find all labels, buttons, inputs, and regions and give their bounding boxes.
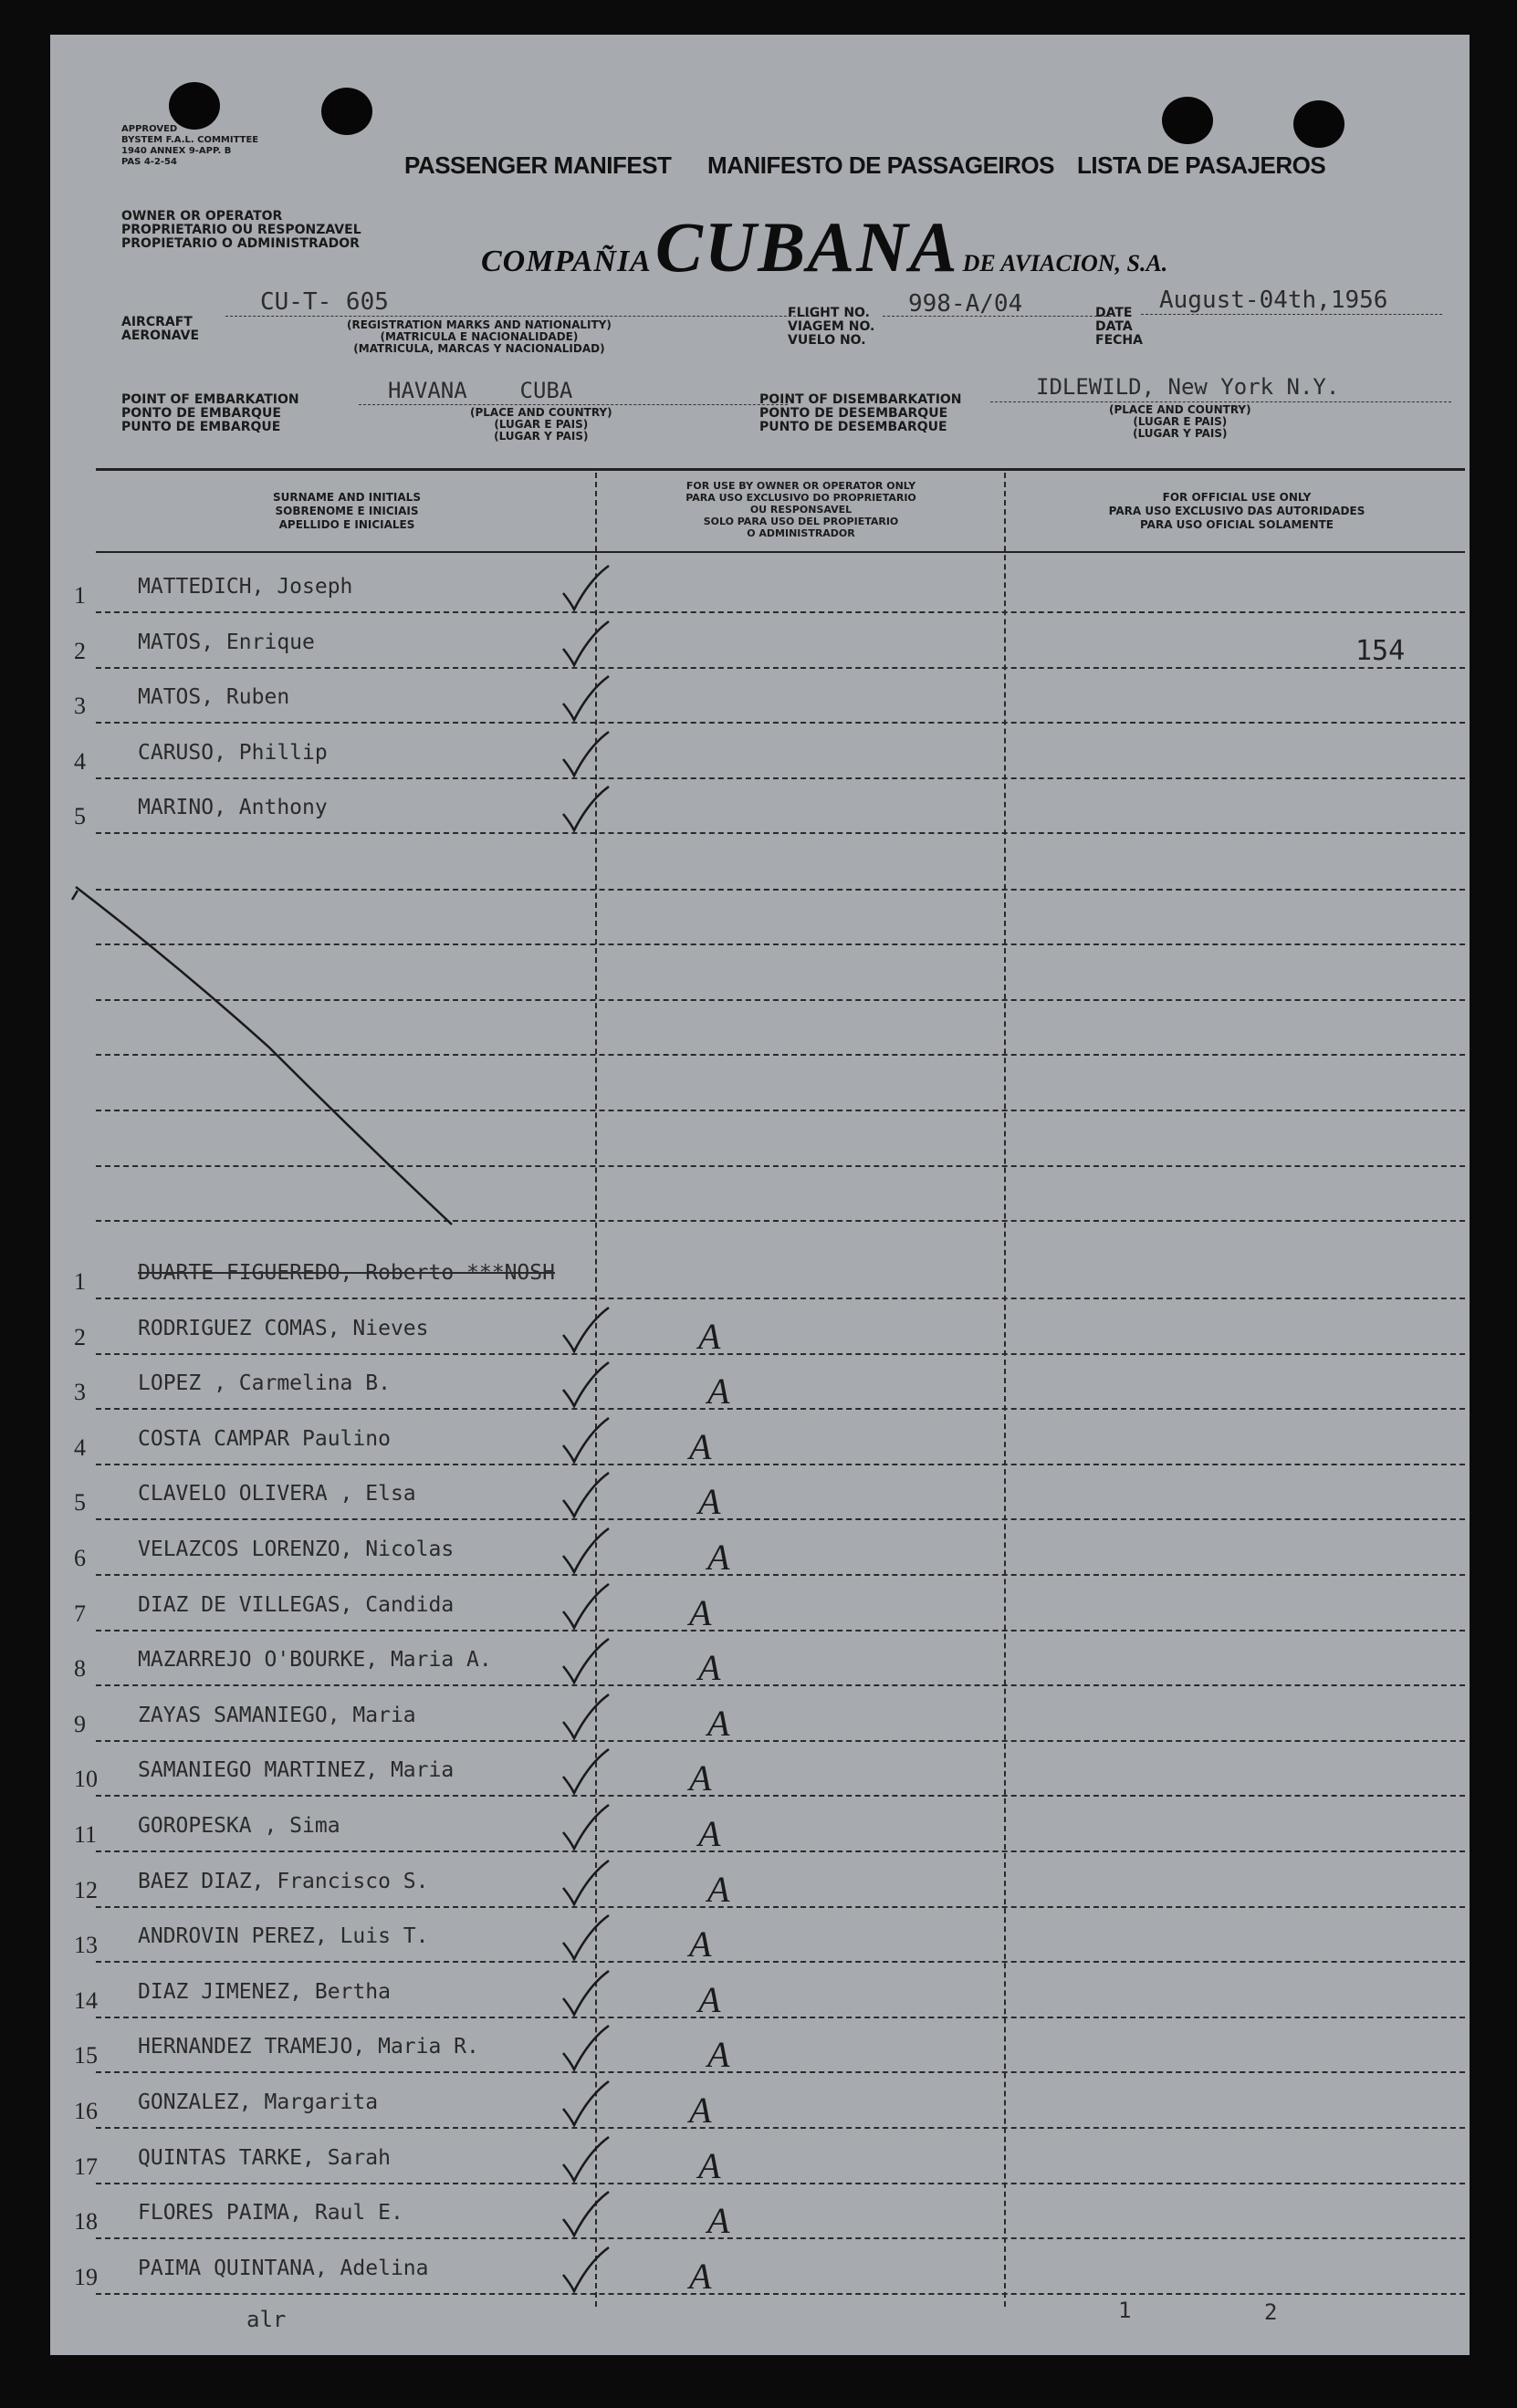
title-lista: LISTA DE PASAJEROS <box>1077 151 1326 179</box>
disembarkation-label: POINT OF DISEMBARKATION <box>759 392 962 407</box>
date-label: DATA <box>1095 319 1133 334</box>
airline-suffix: DE AVIACION, S.A. <box>962 250 1168 276</box>
passenger-name: GONZALEZ, Margarita <box>138 2090 379 2114</box>
row-number: 16 <box>74 2098 98 2124</box>
column-header-line: PARA USO EXCLUSIVO DAS AUTORIDADES <box>1108 505 1365 517</box>
checkmark-icon <box>552 2188 680 2243</box>
row-rule <box>96 1574 1465 1576</box>
row-number: 4 <box>74 1433 86 1461</box>
disembarkation-label: PONTO DE DESEMBARQUE <box>759 406 948 421</box>
flight-label: FLIGHT NO. <box>788 306 870 320</box>
disembarkation-sublabel: (PLACE AND COUNTRY) <box>1109 403 1251 416</box>
passenger-row <box>50 1967 1470 2018</box>
row-number: 2 <box>74 1323 86 1350</box>
row-number: 3 <box>74 1379 86 1406</box>
passenger-row <box>50 2022 1470 2076</box>
column-header-line: PARA USO OFICIAL SOLAMENTE <box>1139 518 1334 531</box>
approval-line: APPROVED <box>121 124 178 134</box>
column-header-line: FOR OFFICIAL USE ONLY <box>1162 491 1312 504</box>
approval-mark: A <box>707 1537 730 1578</box>
passenger-row <box>50 1469 1470 1523</box>
passenger-row <box>50 1857 1470 1908</box>
passenger-name: HERNANDEZ TRAMEJO, Maria R. <box>138 2035 479 2059</box>
row-rule <box>96 1684 1465 1686</box>
approval-mark: A <box>698 1647 721 1689</box>
flight-label: VIAGEM NO. <box>788 319 875 334</box>
passenger-name: PAIMA QUINTANA, Adelina <box>138 2256 429 2280</box>
approval-line: 1940 ANNEX 9-APP. B <box>121 146 232 156</box>
passenger-row <box>50 1746 1470 1797</box>
row-number: 11 <box>74 1821 98 1848</box>
checkmark-icon <box>552 1746 680 1800</box>
checkmark-icon <box>552 1635 680 1690</box>
footer-page-right: 2 <box>1264 2299 1278 2325</box>
passenger-row <box>50 2078 1470 2129</box>
passenger-row <box>50 1912 1470 1963</box>
row-number: 14 <box>74 1986 98 2014</box>
approval-mark: A <box>698 1813 721 1854</box>
checkmark-icon <box>552 1857 680 1912</box>
owner-label: PROPRIETARIO OU RESPONZAVEL <box>121 223 361 237</box>
row-number: 18 <box>74 2208 98 2236</box>
aircraft-sublabel: (REGISTRATION MARKS AND NATIONALITY) <box>347 318 612 331</box>
approval-mark: A <box>689 1591 712 1633</box>
checkmark-icon <box>552 1691 680 1746</box>
approval-mark: A <box>698 2144 721 2186</box>
airline-name: CUBANA <box>654 207 959 287</box>
row-number: 6 <box>74 1545 86 1571</box>
passenger-name: FLORES PAIMA, Raul E. <box>138 2201 403 2226</box>
approval-mark: A <box>707 2200 730 2242</box>
passenger-row <box>50 1525 1470 1576</box>
airline-prefix: COMPAÑIA <box>481 245 652 278</box>
embarkation-sublabel: (LUGAR Y PAIS) <box>494 430 589 443</box>
row-number: 19 <box>74 2263 98 2290</box>
checkmark-icon <box>552 2133 680 2188</box>
row-rule <box>96 2183 1465 2184</box>
passenger-name: BAEZ DIAZ, Francisco S. <box>138 1869 429 1893</box>
aircraft-sublabel: (MATRICULA E NACIONALIDADE) <box>380 330 579 343</box>
passenger-row <box>50 1304 1470 1355</box>
passenger-row <box>50 1248 1470 1299</box>
approval-mark: A <box>698 1481 721 1523</box>
checkmark-icon <box>552 1525 680 1579</box>
column-header-line: SOBRENOME E INICIAIS <box>275 505 419 517</box>
approval-line: BYSTEM F.A.L. COMMITTEE <box>121 135 259 145</box>
checkmark-icon <box>552 1304 680 1359</box>
checkmark-icon <box>552 1967 680 2022</box>
column-header-line: OU RESPONSAVEL <box>749 504 853 516</box>
passenger-row <box>50 1801 1470 1852</box>
checkmark-icon <box>552 2244 680 2299</box>
passenger-name: CLAVELO OLIVERA , Elsa <box>138 1482 416 1506</box>
embarkation-label: POINT OF EMBARKATION <box>121 392 299 407</box>
footer-page-left: 1 <box>1118 2298 1132 2323</box>
row-rule <box>96 1630 1465 1631</box>
row-number: 5 <box>74 1489 86 1517</box>
row-number: 13 <box>74 1932 98 1959</box>
passenger-row <box>50 1359 1470 1410</box>
embarkation-sublabel: (PLACE AND COUNTRY) <box>470 406 612 419</box>
row-rule <box>96 2017 1465 2018</box>
approval-line: PAS 4-2-54 <box>121 157 177 167</box>
row-rule <box>96 1906 1465 1908</box>
column-header-line: PARA USO EXCLUSIVO DO PROPRIETARIO <box>685 492 916 504</box>
row-number: 4 <box>74 747 86 775</box>
column-header-line: SURNAME AND INITIALS <box>273 491 421 504</box>
official-number: 154 <box>1355 635 1406 667</box>
embarkation-value: HAVANA CUBA <box>388 378 573 403</box>
passenger-name: MARINO, Anthony <box>138 796 328 820</box>
passenger-name: QUINTAS TARKE, Sarah <box>138 2145 391 2170</box>
passenger-name: MATOS, Enrique <box>138 630 315 654</box>
row-number: 1 <box>74 1268 86 1295</box>
disembarkation-sublabel: (LUGAR Y PAIS) <box>1133 427 1228 440</box>
approval-mark: A <box>689 2090 712 2131</box>
passenger-name: RODRIGUEZ COMAS, Nieves <box>138 1316 429 1340</box>
row-number: 9 <box>74 1710 86 1737</box>
approval-mark: A <box>707 1371 730 1412</box>
date-value: August-04th,1956 <box>1159 287 1388 314</box>
passenger-name: ANDROVIN PEREZ, Luis T. <box>138 1924 429 1949</box>
passenger-name: MATOS, Ruben <box>138 685 290 710</box>
passenger-row <box>50 1580 1470 1631</box>
row-rule <box>96 2237 1465 2239</box>
disembarkation-label: PUNTO DE DESEMBARQUE <box>759 420 947 434</box>
footer-initials: alr <box>246 2307 287 2332</box>
passenger-row <box>50 1691 1470 1742</box>
row-rule <box>96 1850 1465 1852</box>
manifest-sheet <box>50 35 1470 2355</box>
approval-mark: A <box>698 1978 721 2020</box>
passenger-name: MATTEDICH, Joseph <box>138 575 353 599</box>
row-rule <box>96 2127 1465 2129</box>
disembarkation-value: IDLEWILD, New York N.Y. <box>1036 374 1340 400</box>
row-rule <box>96 1298 1465 1299</box>
checkmark-icon <box>552 1801 680 1856</box>
flight-value: 998-A/04 <box>908 290 1023 318</box>
diagonal-cancel-stroke <box>68 874 507 1239</box>
row-number: 2 <box>74 637 86 664</box>
approval-mark: A <box>689 1757 712 1799</box>
checkmark-icon <box>552 2078 680 2132</box>
column-header-line: APELLIDO E INICIALES <box>278 518 415 531</box>
row-rule <box>96 1408 1465 1410</box>
title-passenger-manifest: PASSENGER MANIFEST <box>404 151 672 179</box>
row-number: 8 <box>74 1655 86 1683</box>
passenger-name: SAMANIEGO MARTINEZ, Maria <box>138 1758 455 1783</box>
embarkation-label: PONTO DE EMBARQUE <box>121 406 281 421</box>
passenger-name: CARUSO, Phillip <box>138 740 328 765</box>
aircraft-value: CU-T- 605 <box>260 288 389 316</box>
row-rule <box>96 1518 1465 1520</box>
disembarkation-sublabel: (LUGAR E PAIS) <box>1133 415 1228 428</box>
embarkation-sublabel: (LUGAR E PAIS) <box>494 418 589 431</box>
passenger-name: DIAZ DE VILLEGAS, Candida <box>138 1592 455 1617</box>
row-rule <box>96 1795 1465 1797</box>
checkmark-icon <box>552 1469 680 1524</box>
owner-label: PROPIETARIO O ADMINISTRADOR <box>121 236 360 251</box>
approval-mark: A <box>689 2255 712 2297</box>
embarkation-label: PUNTO DE EMBARQUE <box>121 420 281 434</box>
passenger-name: MAZARREJO O'BOURKE, Maria A. <box>138 1648 492 1673</box>
passenger-row <box>50 1635 1470 1689</box>
row-number: 7 <box>74 1600 86 1627</box>
row-number: 17 <box>74 2153 98 2180</box>
column-header-line: FOR USE BY OWNER OR OPERATOR ONLY <box>685 480 916 492</box>
approval-mark: A <box>707 1702 730 1744</box>
passenger-row <box>50 2188 1470 2242</box>
checkmark-icon <box>552 2022 680 2077</box>
passenger-row <box>50 1414 1470 1465</box>
row-rule <box>96 1464 1465 1465</box>
title-manifesto: MANIFESTO DE PASSAGEIROS <box>707 151 1054 179</box>
column-header-line: O ADMINISTRADOR <box>747 527 855 539</box>
approval-mark: A <box>707 1868 730 1910</box>
row-number: 10 <box>74 1766 98 1793</box>
passenger-row <box>50 2133 1470 2184</box>
date-label: FECHA <box>1095 333 1143 348</box>
passenger-name: ZAYAS SAMANIEGO, Maria <box>138 1703 416 1727</box>
owner-label: OWNER OR OPERATOR <box>121 209 283 224</box>
row-number: 15 <box>74 2042 98 2069</box>
row-number: 5 <box>74 803 86 830</box>
approval-mark: A <box>707 2034 730 2076</box>
passenger-name: LOPEZ , Carmelina B. <box>138 1371 391 1396</box>
row-rule <box>96 1353 1465 1355</box>
row-rule <box>96 2071 1465 2073</box>
row-rule <box>96 1961 1465 1963</box>
approval-mark: A <box>698 1315 721 1357</box>
checkmark-icon <box>552 1414 680 1469</box>
row-number: 1 <box>74 582 86 609</box>
passenger-name: DIAZ JIMENEZ, Bertha <box>138 1979 391 2004</box>
passenger-name: GOROPESKA , Sima <box>138 1814 340 1838</box>
aircraft-label: AIRCRAFT <box>121 315 193 329</box>
passenger-name: COSTA CAMPAR Paulino <box>138 1426 391 1451</box>
flight-label: VUELO NO. <box>788 333 866 348</box>
row-number: 12 <box>74 1876 98 1903</box>
aircraft-sublabel: (MATRICULA, MARCAS Y NACIONALIDAD) <box>353 342 605 355</box>
checkmark-icon <box>552 1580 680 1635</box>
approval-mark: A <box>689 1425 712 1467</box>
passenger-name: VELAZCOS LORENZO, Nicolas <box>138 1538 455 1561</box>
row-rule <box>96 2293 1465 2295</box>
date-label: DATE <box>1095 306 1133 320</box>
passenger-row <box>50 2244 1470 2295</box>
row-number: 3 <box>74 693 86 720</box>
column-header-line: SOLO PARA USO DEL PROPIETARIO <box>703 516 899 527</box>
row-rule <box>96 1740 1465 1742</box>
passenger-name: DUARTE FIGUEREDO, Roberto ***NOSH <box>138 1261 555 1285</box>
checkmark-icon <box>552 1359 680 1413</box>
checkmark-icon <box>552 1912 680 1966</box>
approval-mark: A <box>689 1923 712 1965</box>
aircraft-label: AERONAVE <box>121 328 200 343</box>
